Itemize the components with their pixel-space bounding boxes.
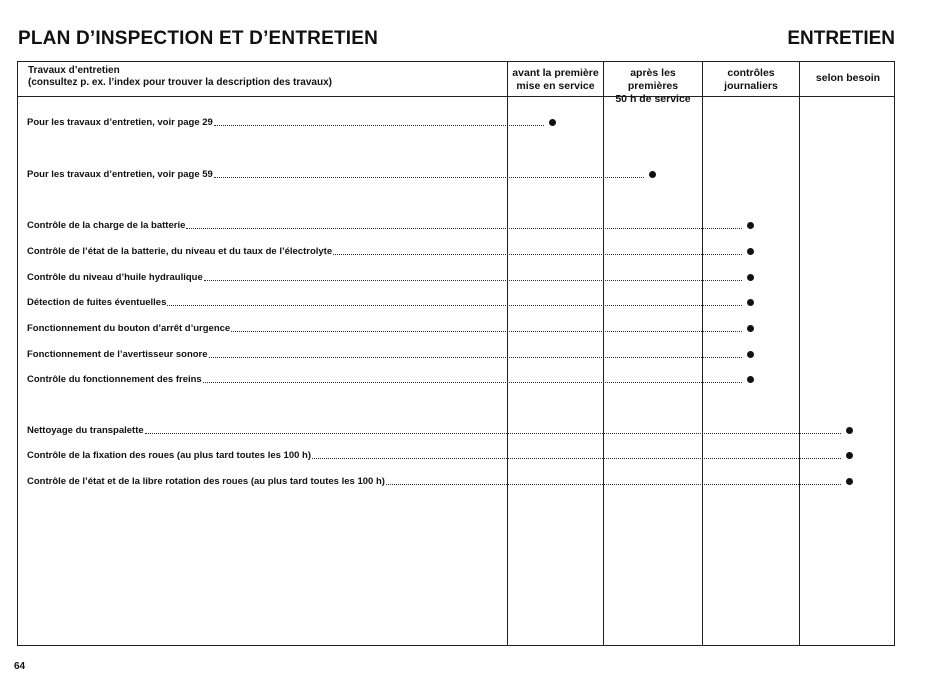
dot-leader (209, 357, 742, 358)
section-title: ENTRETIEN (787, 28, 895, 49)
bullet-mark (649, 171, 656, 178)
row-label: Contrôle de la fixation des roues (au plus tard toutes les 100 h) (27, 449, 312, 461)
column-header-line: selon besoin (815, 72, 881, 84)
dot-leader (214, 125, 544, 126)
row-label: Pour les travaux d’entretien, voir page 29 (27, 116, 213, 128)
dot-leader (386, 484, 841, 485)
bullet-mark (747, 248, 754, 255)
table-row (27, 218, 754, 232)
column-header-line: après les premières (627, 67, 679, 92)
page-number: 64 (14, 661, 26, 672)
table-row (27, 423, 853, 437)
row-label: Nettoyage du transpalette (27, 424, 144, 436)
column-header-line: avant la première (512, 67, 599, 79)
table-row (27, 167, 656, 181)
bullet-mark (549, 119, 556, 126)
header-divider (18, 96, 894, 97)
dot-leader (204, 280, 742, 281)
dot-leader (333, 254, 742, 255)
dot-leader (145, 433, 841, 434)
table-row (27, 321, 754, 335)
page-title: PLAN D’INSPECTION ET D’ENTRETIEN (18, 28, 379, 49)
table-row (27, 448, 853, 462)
column-header-first-50h (604, 67, 702, 106)
dot-leader (231, 331, 742, 332)
table-row (27, 244, 754, 258)
column-header-as-needed (800, 72, 896, 85)
row-label: Fonctionnement de l’avertisseur sonore (27, 348, 208, 360)
table-row (27, 474, 853, 488)
maintenance-table (17, 61, 895, 646)
bullet-mark (747, 222, 754, 229)
column-header-line: journaliers (724, 80, 778, 92)
dot-leader (312, 458, 841, 459)
column-divider-4 (799, 62, 800, 645)
column-header-first-use (508, 67, 603, 93)
table-row (27, 372, 754, 386)
bullet-mark (846, 427, 853, 434)
row-label: Contrôle du fonctionnement des freins (27, 373, 202, 385)
bullet-mark (747, 351, 754, 358)
table-row (27, 295, 754, 309)
row-label: Pour les travaux d’entretien, voir page 59 (27, 168, 213, 180)
row-label: Détection de fuites éventuelles (27, 296, 167, 308)
dot-leader (167, 305, 742, 306)
table-row (27, 115, 556, 129)
bullet-mark (747, 299, 754, 306)
tasks-column-header (28, 65, 332, 89)
bullet-mark (747, 274, 754, 281)
column-header-line: 50 h de service (615, 93, 691, 105)
dot-leader (186, 228, 742, 229)
dot-leader (214, 177, 644, 178)
column-header-daily (703, 67, 799, 93)
row-label: Contrôle de l’état de la batterie, du niveau et du taux de l’électrolyte (27, 245, 333, 257)
table-row (27, 270, 754, 284)
row-label: Contrôle de l’état et de la libre rotation des roues (au plus tard toutes les 100 h) (27, 475, 385, 487)
tasks-header-note: (consultez p. ex. l’index pour trouver la description des travaux) (28, 77, 332, 88)
bullet-mark (846, 452, 853, 459)
bullet-mark (747, 325, 754, 332)
row-label: Fonctionnement du bouton d’arrêt d’urgence (27, 322, 231, 334)
tasks-header-title: Travaux d’entretien (28, 65, 120, 76)
column-header-line: contrôles (727, 67, 775, 79)
row-label: Contrôle du niveau d’huile hydraulique (27, 271, 203, 283)
column-header-line: mise en service (516, 80, 595, 92)
row-label: Contrôle de la charge de la batterie (27, 219, 186, 231)
bullet-mark (747, 376, 754, 383)
bullet-mark (846, 478, 853, 485)
table-row (27, 347, 754, 361)
dot-leader (203, 382, 742, 383)
